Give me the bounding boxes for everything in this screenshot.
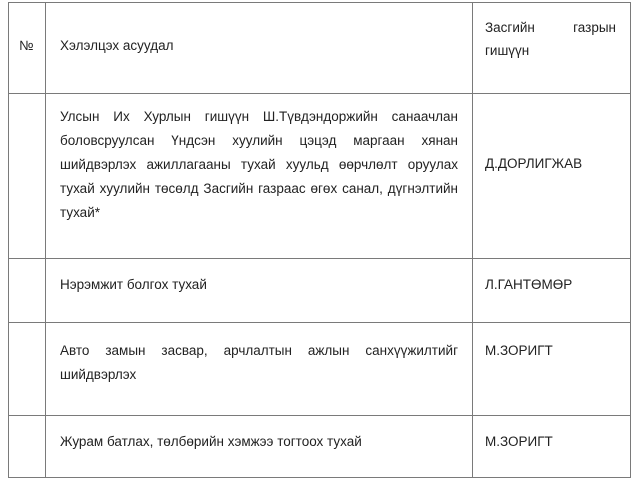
row-question-cell	[46, 94, 473, 259]
row-member: М.ЗОРИГТ	[485, 343, 553, 358]
row-number-cell	[9, 323, 46, 416]
row-question: Журам батлах, төлбөрийн хэмжээ тогтоох тухай	[60, 434, 362, 449]
table-header-row	[9, 3, 631, 94]
row-member-cell	[473, 259, 631, 323]
row-member-cell	[473, 94, 631, 259]
table-row	[9, 416, 631, 478]
header-member: Засгийн газрын гишүүн	[485, 20, 616, 58]
row-member: М.ЗОРИГТ	[485, 434, 553, 449]
row-question: Улсын Их Хурлын гишүүн Ш.Түвдэндоржийн санаачлан боловсруулсан Үндсэн хуулийн цэцэд маргаан хянан шийдвэрлэх ажиллагааны тухай хуульд өөрчлөлт оруулах тухай хуулийн төсөлд Засгийн газраас өгөх санал, дүгнэлтийн тухай*	[60, 109, 458, 220]
row-member: Д.ДОРЛИГЖАВ	[485, 156, 583, 171]
header-question-cell	[46, 3, 473, 94]
header-question: Хэлэлцэх асуудал	[60, 38, 174, 53]
row-question-cell	[46, 323, 473, 416]
table-row	[9, 94, 631, 259]
agenda-table	[8, 2, 631, 478]
row-number-cell	[9, 94, 46, 259]
header-number: №	[19, 38, 34, 53]
header-number-cell	[9, 3, 46, 94]
row-number-cell	[9, 259, 46, 323]
row-question: Авто замын засвар, арчлалтын ажлын санхүүжилтийг шийдвэрлэх	[60, 343, 458, 382]
row-question: Нэрэмжит болгох тухай	[60, 277, 207, 292]
row-member-cell	[473, 416, 631, 478]
table-row	[9, 323, 631, 416]
header-member-cell	[473, 3, 631, 94]
row-number-cell	[9, 416, 46, 478]
row-member-cell	[473, 323, 631, 416]
row-member: Л.ГАНТӨМӨР	[485, 277, 573, 292]
table-row	[9, 259, 631, 323]
row-question-cell	[46, 416, 473, 478]
row-question-cell	[46, 259, 473, 323]
